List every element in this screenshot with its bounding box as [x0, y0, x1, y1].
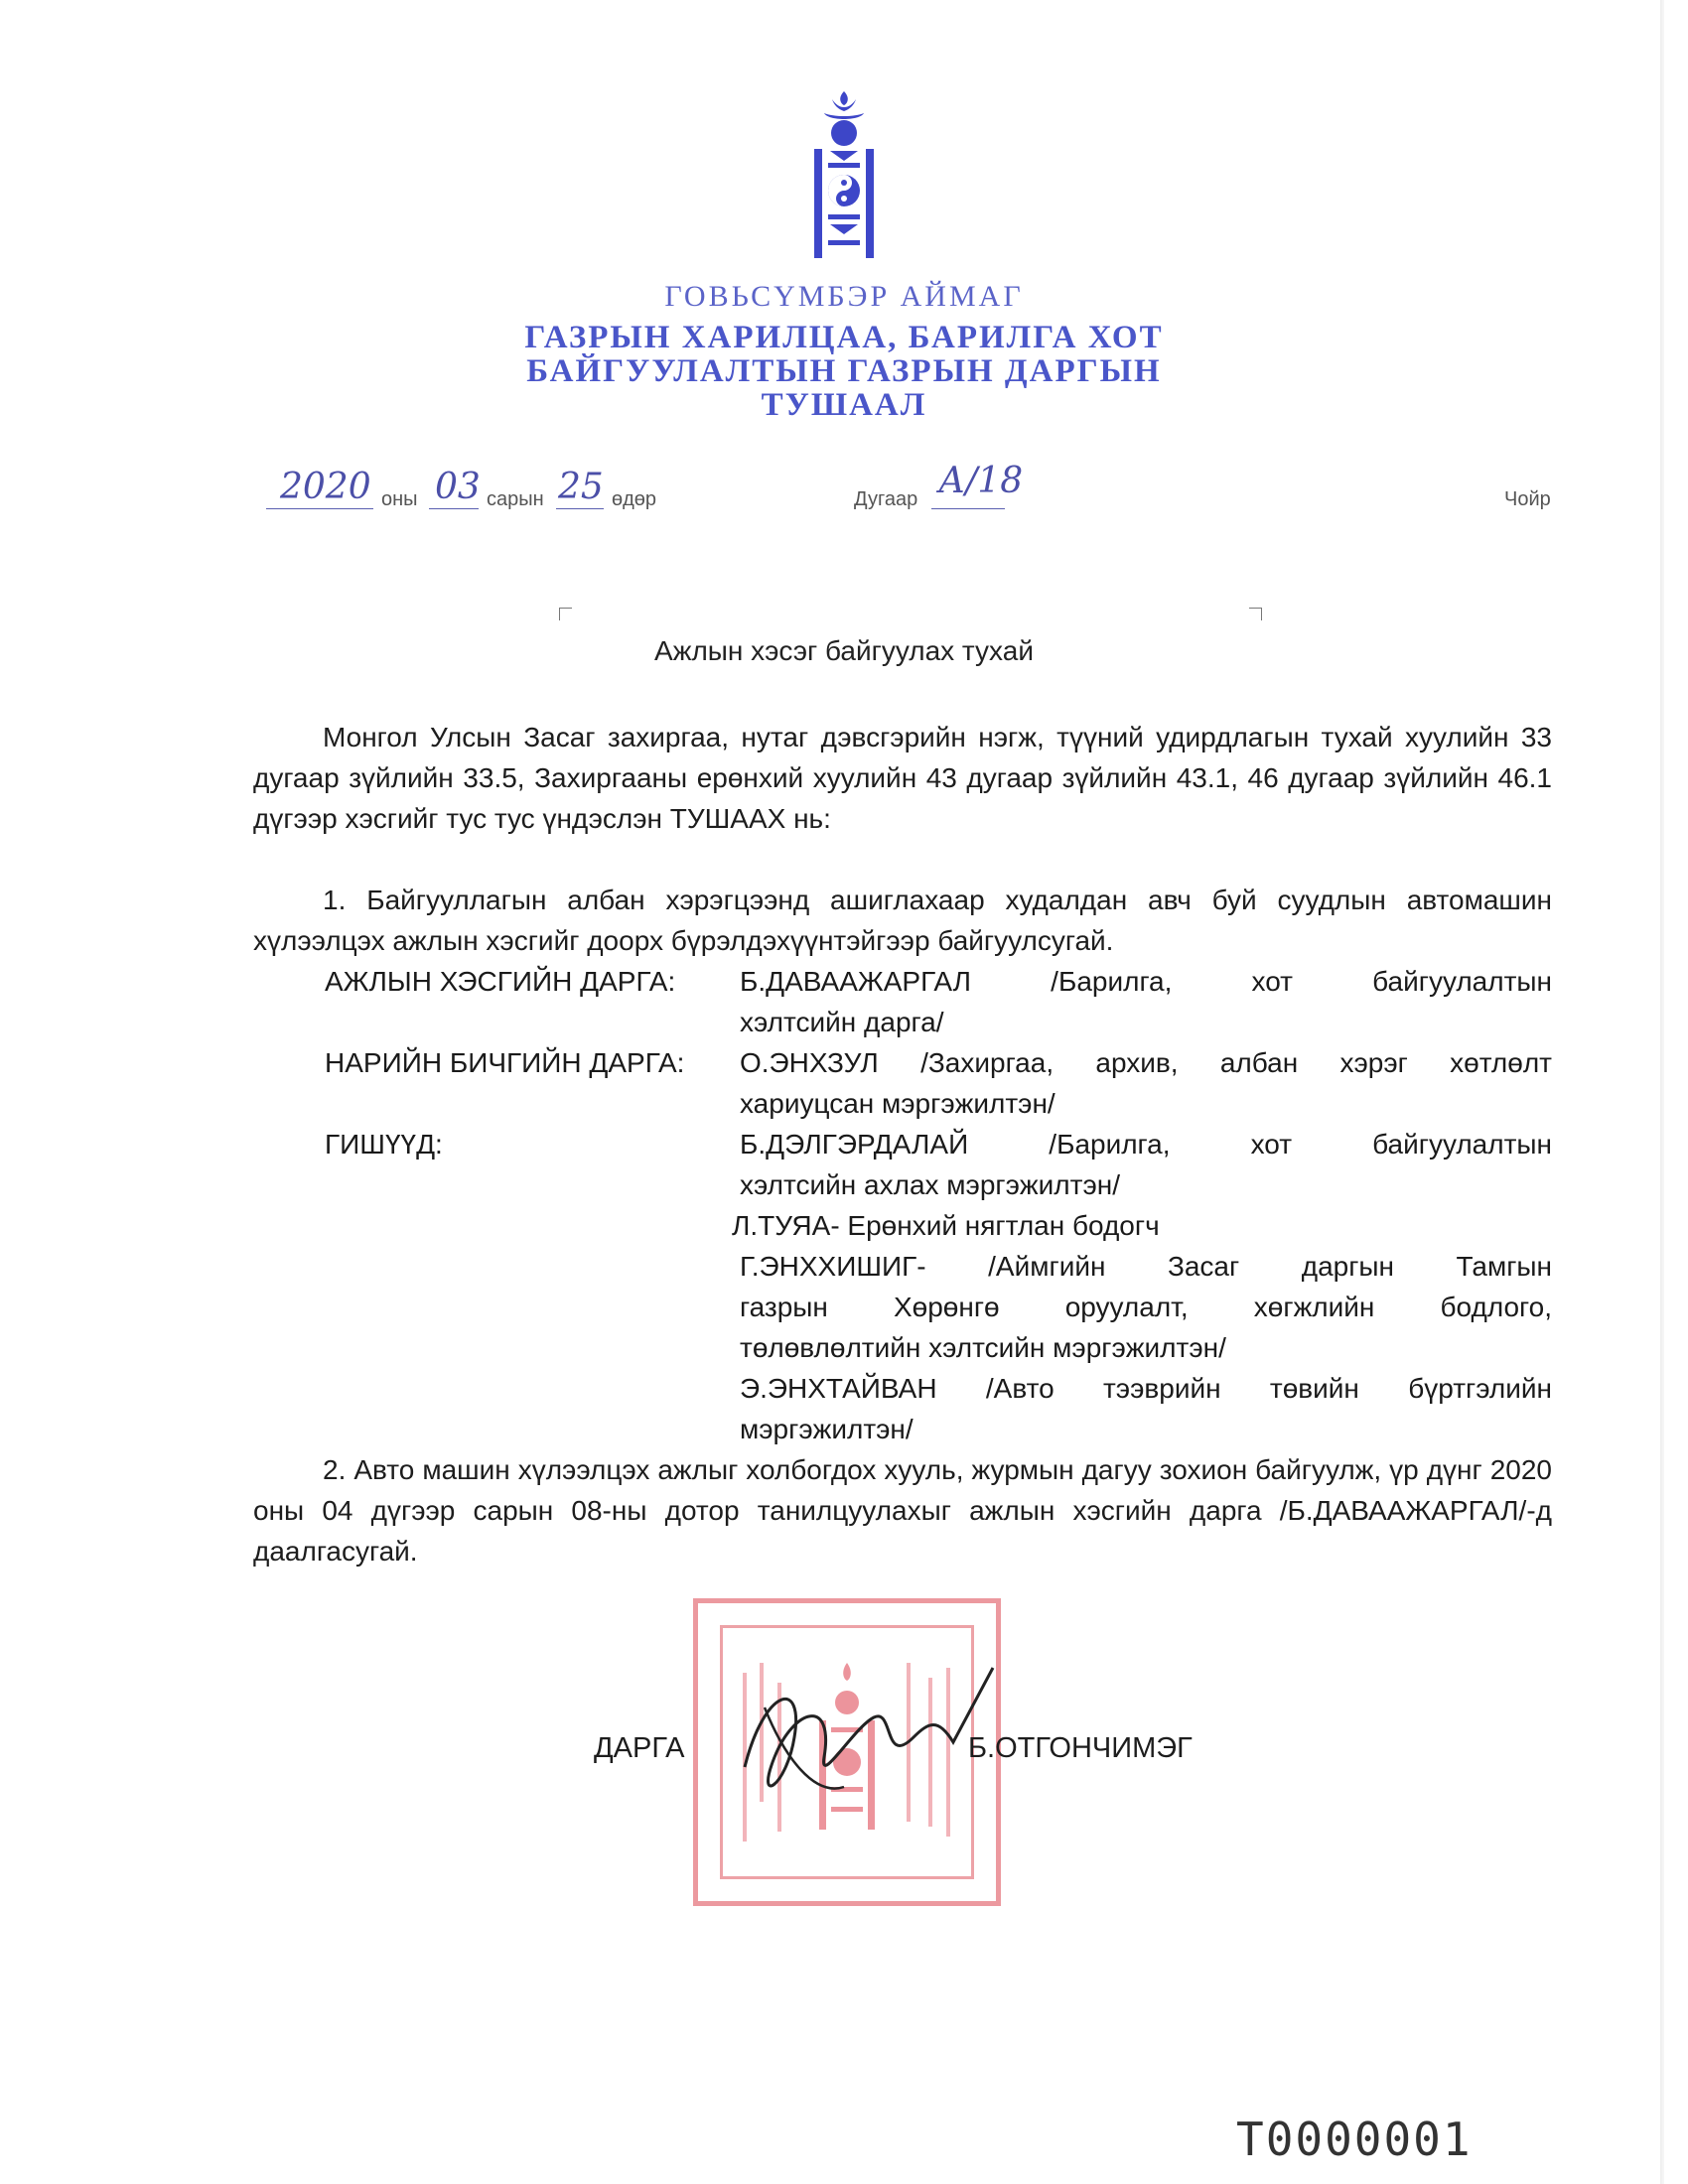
month-handwritten: 03: [435, 467, 481, 507]
member-details: [740, 961, 1552, 1042]
year-suffix: оны: [381, 488, 418, 510]
header-line-1: ГАЗРЫН ХАРИЛЦАА, БАРИЛГА ХОТ: [524, 320, 1164, 355]
member-details: [740, 1042, 1552, 1124]
member-row: [253, 1042, 1552, 1124]
member-details: [740, 1368, 1552, 1449]
member-line: хэлтсийн дарга/: [740, 1007, 944, 1037]
signature-mark: [725, 1648, 1003, 1827]
date-number-row: [0, 461, 1688, 526]
corner-mark-left: [559, 608, 572, 620]
member-line: хэлтсийн ахлах мэргэжилтэн/: [740, 1169, 1120, 1200]
header-line-3: ТУШААЛ: [761, 387, 927, 423]
member-line: мэргэжилтэн/: [740, 1414, 914, 1444]
place: Чойр: [1504, 488, 1551, 510]
member-row: [253, 1124, 1552, 1205]
month-suffix: сарын: [487, 488, 544, 510]
member-line: Б.ДАВААЖАРГАЛ /Барилга, хот байгуулалтын: [740, 966, 1552, 997]
member-details: [732, 1205, 1552, 1246]
corner-mark-right: [1249, 608, 1262, 620]
member-line: О.ЭНХЗУЛ /Захиргаа, архив, албан хэрэг хөтлөлт: [740, 1047, 1552, 1078]
day-underline: [556, 508, 604, 509]
member-row: [253, 1246, 1552, 1368]
member-role: [253, 1246, 740, 1368]
member-line: Л.ТУЯА- Ерөнхий нягтлан бодогч: [732, 1210, 1160, 1241]
item-1-paragraph: 1. Байгууллагын албан хэрэгцээнд ашиглахаар худалдан авч буй суудлын автомашин хүлээлцэх ажлын хэсгийг доорх бүрэлдэхүүнтэйгээр байгуулсугай.: [253, 885, 1552, 956]
day-handwritten: 25: [558, 467, 604, 507]
member-role: [253, 1368, 740, 1449]
member-line: төлөвлөлтийн хэлтсийн мэргэжилтэн/: [740, 1332, 1226, 1363]
serial-number: T0000001: [1236, 2113, 1473, 2166]
member-role: НАРИЙН БИЧГИЙН ДАРГА:: [325, 1047, 685, 1078]
preamble-paragraph: Монгол Улсын Засаг захиргаа, нутаг дэвсгэрийн нэгж, түүний удирдлагын тухай хуулийн 33 дугаар зүйлийн 33.5, Захиргааны ерөнхий хуулийн 43 дугаар зүйлийн 43.1, 46 дугаар зүйлийн 46.1 дүгээр хэсгийг тус тус үндэслэн ТУШААХ нь:: [253, 722, 1552, 834]
signatory-name: Б.ОТГОНЧИМЭГ: [968, 1732, 1193, 1764]
member-row: [253, 961, 1552, 1042]
member-line: Г.ЭНХХИШИГ- /Аймгийн Засаг даргын Тамгын: [740, 1251, 1552, 1282]
number-underline: [931, 508, 1005, 509]
members-list: [253, 961, 1552, 1449]
member-row: [253, 1368, 1552, 1449]
year-handwritten: 2020: [280, 467, 371, 507]
year-underline: [266, 508, 373, 509]
number-handwritten: А/18: [938, 461, 1024, 501]
header-aimag: ГОВЬСҮМБЭР АЙМАГ: [664, 280, 1024, 313]
soyombo-emblem-icon: [794, 91, 894, 260]
day-suffix: өдөр: [612, 488, 657, 510]
member-role: ГИШҮҮД:: [325, 1129, 443, 1160]
member-row: [253, 1205, 1552, 1246]
member-details: [740, 1246, 1552, 1368]
member-role: АЖЛЫН ХЭСГИЙН ДАРГА:: [325, 966, 676, 997]
number-label: Дугаар: [854, 488, 918, 510]
member-line: Б.ДЭЛГЭРДАЛАЙ /Барилга, хот байгуулалтын: [740, 1129, 1552, 1160]
member-line: хариуцсан мэргэжилтэн/: [740, 1088, 1055, 1119]
header-line-2: БАЙГУУЛАЛТЫН ГАЗРЫН ДАРГЫН: [526, 353, 1162, 389]
month-underline: [429, 508, 479, 509]
member-role: [253, 1205, 740, 1246]
document-title: Ажлын хэсэг байгуулах тухай: [654, 635, 1034, 666]
member-details: [740, 1124, 1552, 1205]
member-line: газрын Хөрөнгө оруулалт, хөгжлийн бодлого,: [740, 1292, 1552, 1322]
item-2-paragraph: 2. Авто машин хүлээлцэх ажлыг холбогдох хууль, журмын дагуу зохион байгуулж, үр дүнг 2020 оны 04 дүгээр сарын 08-ны дотор танилцуулахыг ажлын хэсгийн дарга /Б.ДАВААЖАРГАЛ/-д даалгасугай.: [253, 1454, 1552, 1567]
member-line: Э.ЭНХТАЙВАН /Авто тээврийн төвийн бүртгэлийн: [740, 1373, 1552, 1404]
signatory-title: ДАРГА: [594, 1732, 685, 1764]
